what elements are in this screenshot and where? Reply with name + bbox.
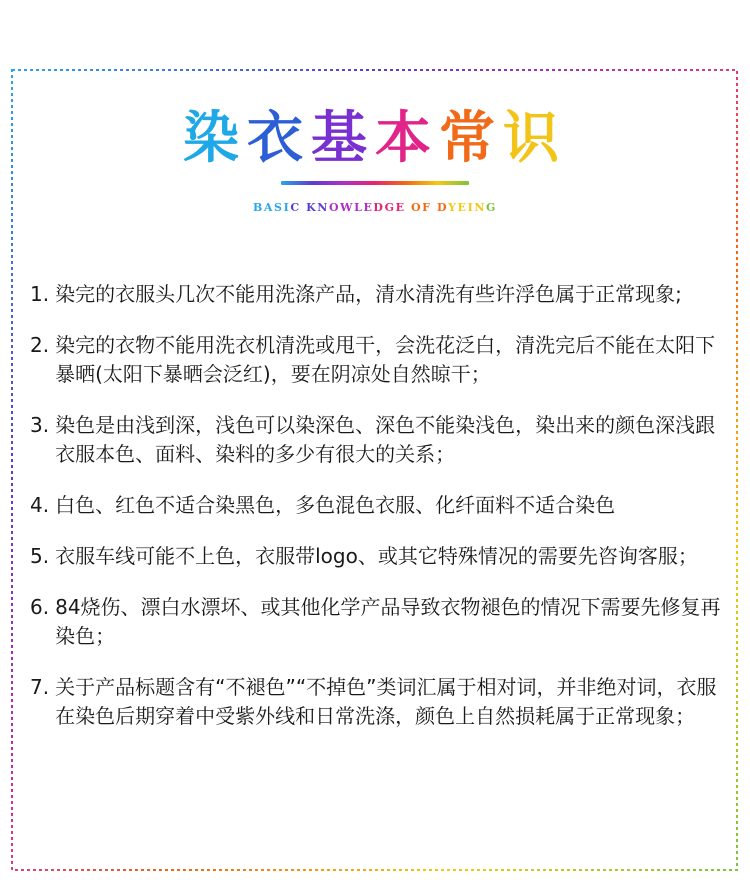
rule-number: 4. bbox=[30, 493, 50, 517]
list-item bbox=[30, 593, 724, 651]
page-title bbox=[0, 102, 750, 174]
rule-number: 7. bbox=[30, 675, 50, 699]
list-item bbox=[30, 673, 724, 731]
rule-text: 84烧伤、漂白水漂坏、或其他化学产品导致衣物褪色的情况下需要先修复再染色； bbox=[55, 595, 721, 648]
rule-text: 染色是由浅到深，浅色可以染深色、深色不能染浅色，染出来的颜色深浅跟衣服本色、面料、染料的多少有很大的关系； bbox=[55, 413, 716, 466]
list-item bbox=[30, 411, 724, 469]
list-item bbox=[30, 542, 724, 571]
rules-list bbox=[30, 280, 724, 753]
rule-text: 染完的衣服头几次不能用洗涤产品，清水清洗有些许浮色属于正常现象; bbox=[55, 282, 682, 306]
rainbow-underline bbox=[281, 181, 469, 185]
rule-text: 白色、红色不适合染黑色，多色混色衣服、化纤面料不适合染色 bbox=[55, 493, 616, 517]
rule-text: 染完的衣物不能用洗衣机清洗或甩干，会洗花泛白，清洗完后不能在太阳下暴晒(太阳下暴晒会泛红)，要在阴凉处自然晾干； bbox=[55, 333, 716, 386]
title-char: 染 bbox=[183, 105, 247, 171]
rule-number: 1. bbox=[30, 282, 50, 306]
title-char: 基 bbox=[311, 105, 375, 171]
rule-number: 6. bbox=[30, 595, 50, 619]
list-item bbox=[30, 331, 724, 389]
list-item bbox=[30, 491, 724, 520]
title-char: 本 bbox=[375, 105, 439, 171]
subtitle-text: BASIC KNOWLEDGE OF DYEING bbox=[252, 201, 498, 214]
title-char: 衣 bbox=[247, 105, 311, 171]
rule-number: 2. bbox=[30, 333, 50, 357]
rule-number: 5. bbox=[30, 544, 50, 568]
rule-text: 关于产品标题含有“不褪色”“不掉色”类词汇属于相对词，并非绝对词，衣服在染色后期穿着中受紫外线和日常洗涤，颜色上自然损耗属于正常现象； bbox=[55, 675, 717, 728]
list-item bbox=[30, 280, 724, 309]
title-char: 识 bbox=[503, 105, 567, 171]
rule-text: 衣服车线可能不上色，衣服带logo、或其它特殊情况的需要先咨询客服； bbox=[55, 544, 698, 568]
title-char: 常 bbox=[439, 105, 503, 171]
rule-number: 3. bbox=[30, 413, 50, 437]
page-subtitle bbox=[0, 200, 750, 216]
